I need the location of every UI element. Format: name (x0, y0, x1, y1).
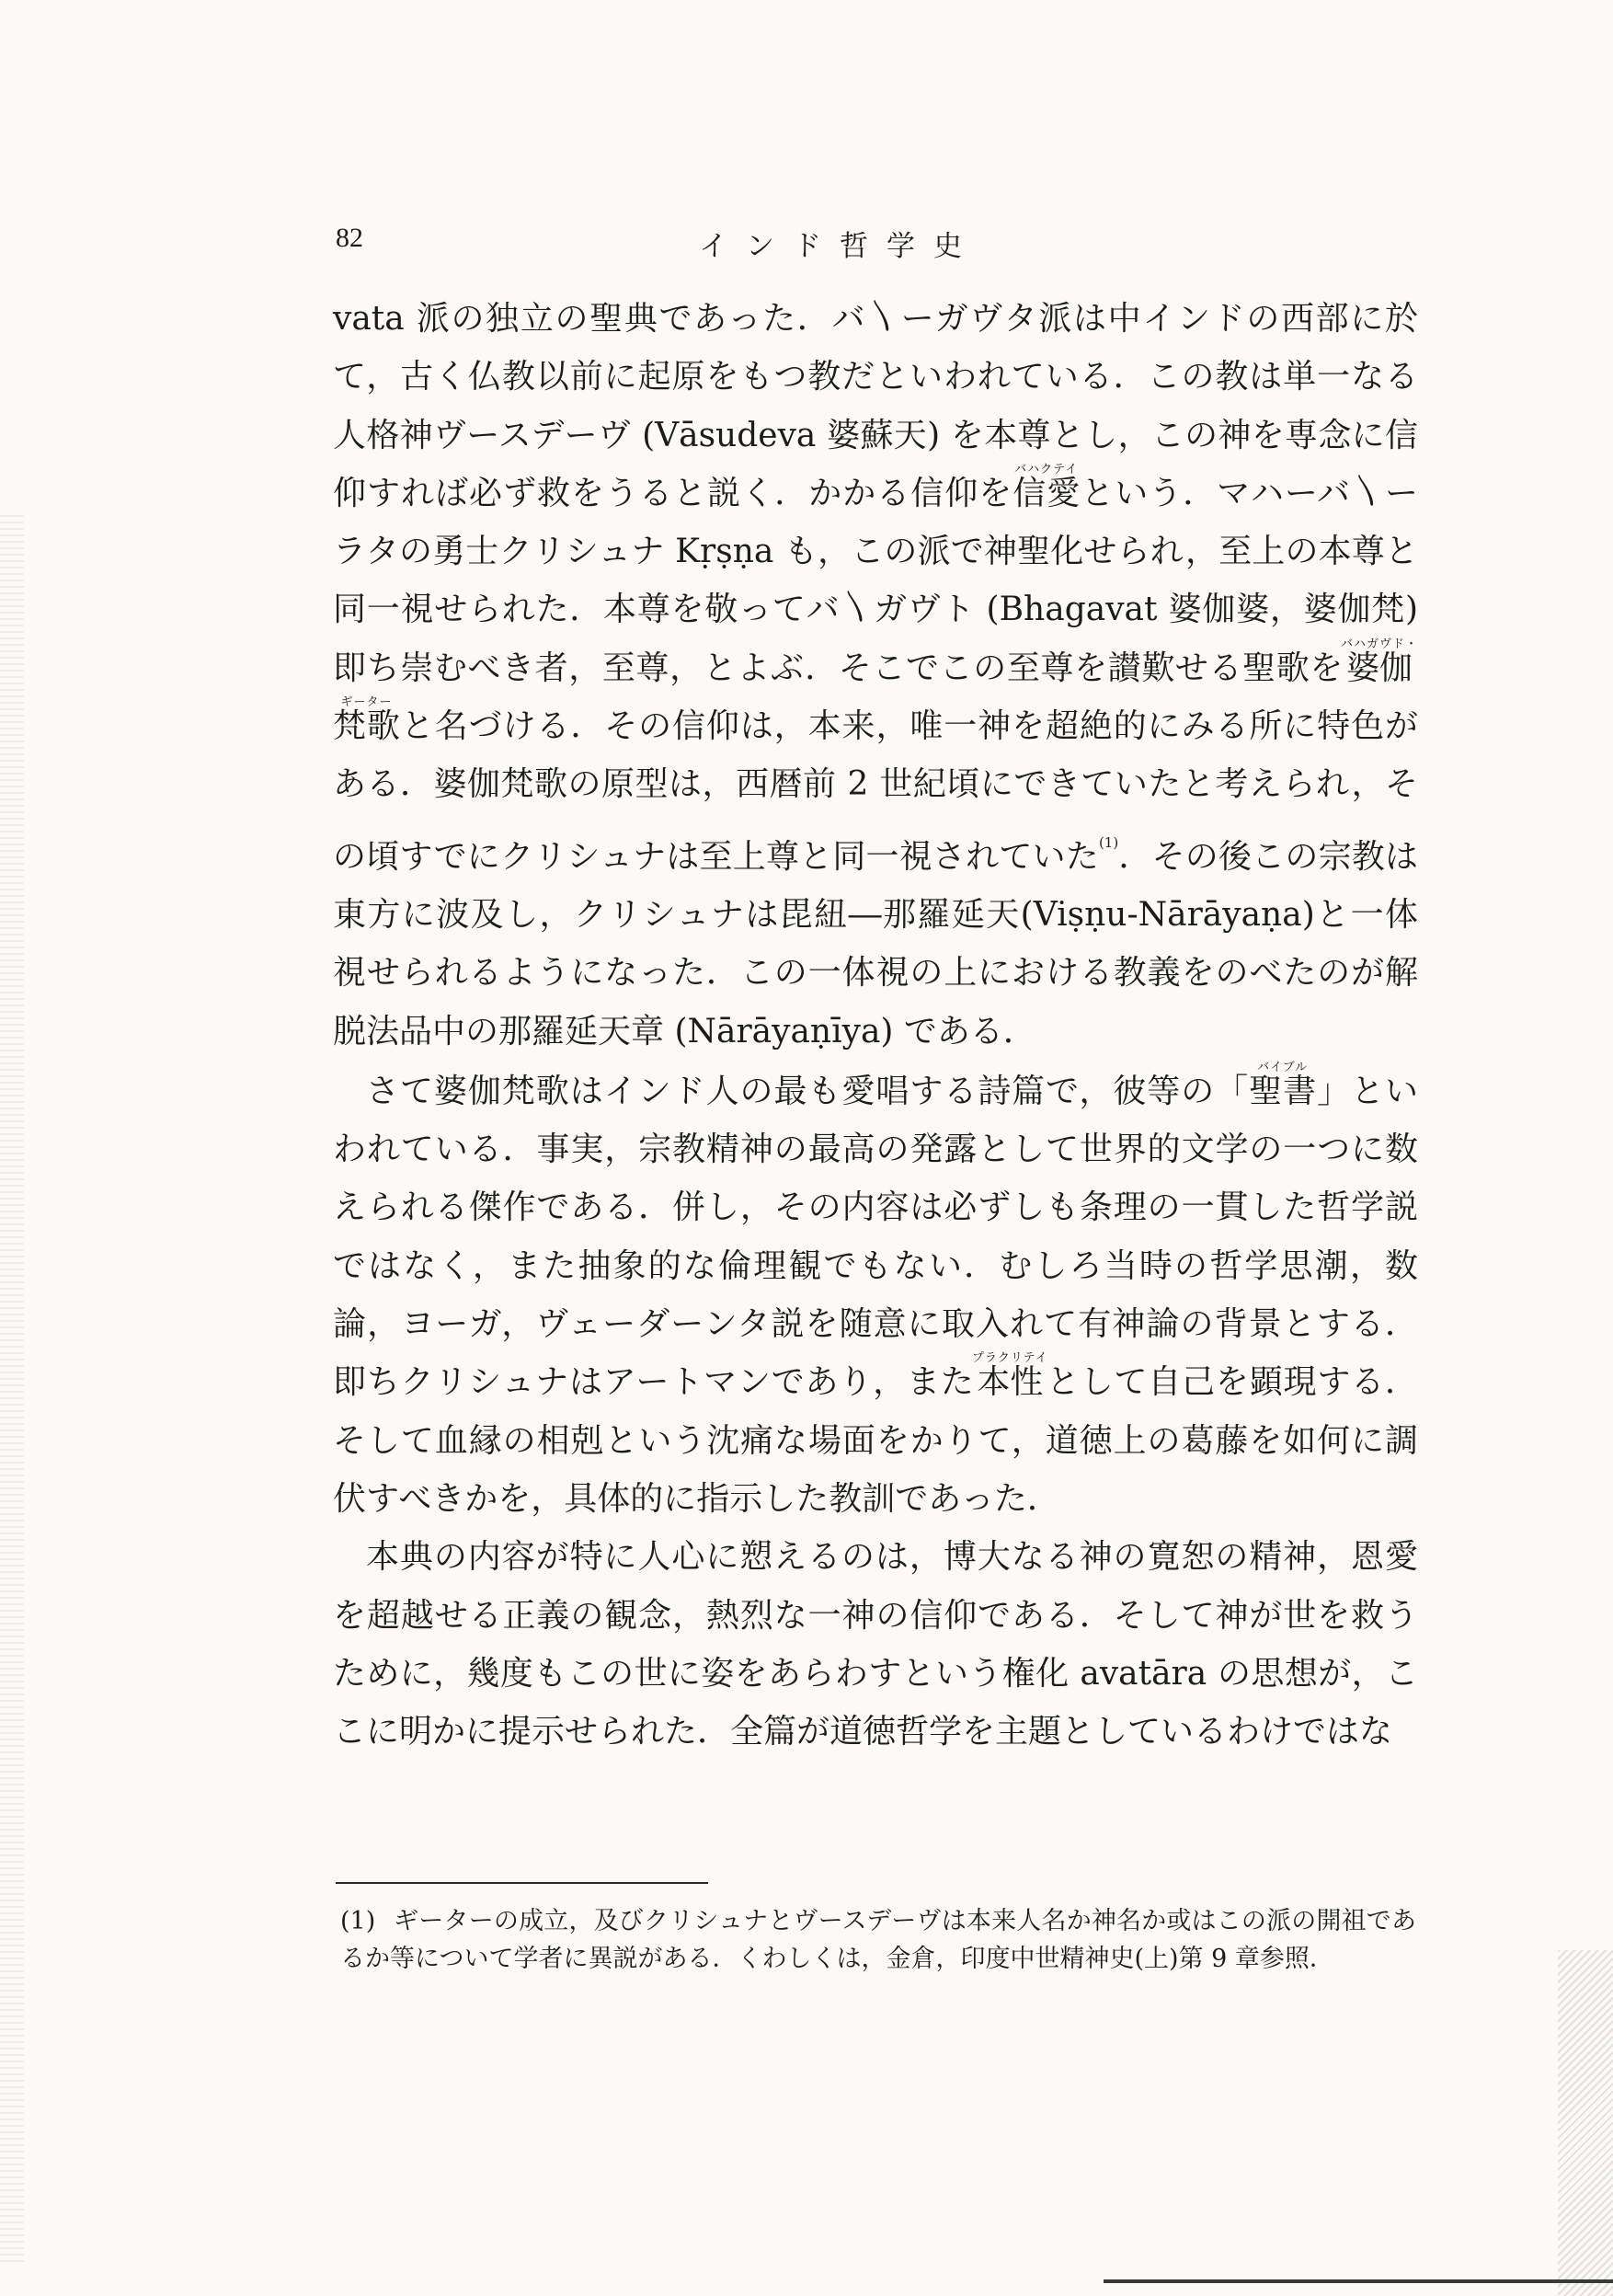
scan-edge-right (1558, 1950, 1613, 2296)
running-title: インド哲学史 (699, 230, 980, 263)
ruby-term (1012, 462, 1081, 512)
ruby-reading: プラクリテイ (971, 1351, 1048, 1366)
paragraph (333, 1061, 1418, 1528)
ruby-base: 聖書 (1249, 1072, 1318, 1110)
text-run: 本典の内容が特に人心に愬えるのは，博大なる神の寛恕の精神，恩愛を超越せる正義の観念，熱烈な一神の信仰である．そして神が世を救うために，幾度もこの世に姿をあらわすという権化 avatāra の思想が，ここに明かに提示せられた．全篇が道徳哲学を主題としているわけではな (333, 1538, 1418, 1751)
page-header (0, 223, 1613, 269)
ruby-reading: バイブル (1249, 1060, 1317, 1074)
text-run: さて婆伽梵歌はインド人の最も愛唱する詩篇で，彼等の「 (366, 1072, 1250, 1110)
scan-bottom-edge (1104, 2279, 1613, 2283)
text-run: 」といわれている．事実，宗教精神の最高の発露として世界的文学の一つに数えられる傑作である．併し，その内容は必ずしも条理の一貫した哲学説ではなく，また抽象的な倫理観でもない．むしろ当時の哲学思潮，数論，ヨーガ，ヴェーダーンタ説を随意に取入れて有神論の背景とする．即ちクリシュナはアートマンであり，また (333, 1072, 1418, 1402)
text-run: という．マハーバ〵ーラタの勇士クリシュナ Kṛṣṇa も，この派で神聖化せられ，至上の本尊と同一視せられた．本尊を敬ってバ〵ガヴト (Bhagavat 婆伽婆，婆伽梵) 即ち崇むべき者，至尊，とよぶ．そこでこの至尊を讃歎せる聖歌を (333, 474, 1419, 687)
page-number: 82 (336, 223, 363, 253)
text-run: vata 派の独立の聖典であった．バ〵ーガヴタ派は中インドの西部に於て，古く仏教以前に起原をもつ教だといわれている．この教は単一なる人格神ヴースデーヴ (Vāsudeva 婆蘇天) を本尊とし，この神を専念に信仰すれば必ず救をうると説く．かかる信仰を (333, 300, 1418, 512)
ruby-term (1249, 1060, 1318, 1110)
body-text (333, 290, 1418, 1761)
footnote-reference: (1) (1098, 833, 1119, 851)
footnote-marker: (1) (340, 1907, 376, 1935)
footnote (340, 1902, 1416, 1978)
text-run: ．その後この宗教は東方に波及し，クリシュナは毘紐―那羅延天(Viṣṇu-Nārāyaṇa)と一体視せられるようになった．この一体視の上における教義をのべたのが解脱法品中の那羅延天章 (Nārāyaṇīya) である． (333, 837, 1418, 1050)
ruby-term (971, 1351, 1048, 1402)
ruby-reading: バハクテイ (1012, 462, 1081, 476)
ruby-base: 婆伽梵歌 (333, 649, 1418, 746)
ruby-reading: バハガヴド・ギーター (333, 637, 1418, 710)
paragraph (333, 290, 1418, 1061)
footnote-text: ギーターの成立，及びクリシュナとヴースデーヴは本来人名か神名か或はこの派の開祖であるか等について学者に異説がある．くわしくは，金倉，印度中世精神史(上)第 9 章参照． (340, 1907, 1416, 1973)
paragraph (333, 1528, 1418, 1761)
ruby-base: 信愛 (1012, 474, 1081, 512)
footnote-rule (336, 1882, 708, 1884)
text-run: と名づける．その信仰は，本来，唯一神を超絶的にみる所に特色がある．婆伽梵歌の原型は，西暦前 2 世紀頃にできていたと考えられ，その頃すでにクリシュナは至上尊と同一視されていた (333, 707, 1418, 876)
scan-edge-left (0, 515, 24, 2263)
ruby-base: 本性 (971, 1363, 1048, 1402)
text-run: として自己を顕現する．そして血縁の相剋という沈痛な場面をかりて，道徳上の葛藤を如何に調伏すべきかを，具体的に指示した教訓であった． (333, 1363, 1418, 1518)
